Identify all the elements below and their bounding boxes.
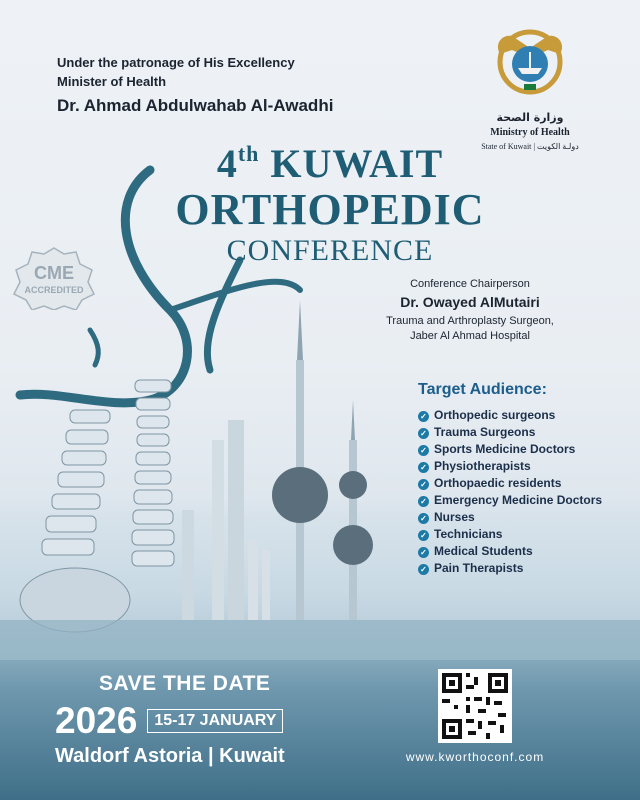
website-link[interactable]: www.kworthoconf.com bbox=[405, 750, 545, 764]
audience-item-label: Orthopaedic residents bbox=[434, 476, 562, 490]
event-dates: 15-17 JANUARY bbox=[147, 709, 283, 733]
audience-item-label: Orthopedic surgeons bbox=[434, 408, 556, 422]
badge-line1: CME bbox=[34, 263, 74, 283]
audience-item bbox=[418, 424, 602, 441]
target-audience-heading: Target Audience: bbox=[418, 381, 547, 398]
date-row bbox=[55, 700, 285, 742]
check-icon: ✓ bbox=[418, 462, 429, 473]
audience-item-label: Pain Therapists bbox=[434, 561, 524, 575]
chair-desc2: Jaber Al Ahmad Hospital bbox=[410, 330, 530, 342]
chair-role: Conference Chairperson bbox=[410, 278, 530, 290]
audience-item bbox=[418, 560, 602, 577]
chairperson-block bbox=[370, 278, 570, 344]
qr-code[interactable] bbox=[438, 669, 512, 743]
chair-desc1: Trauma and Arthroplasty Surgeon, bbox=[386, 315, 554, 327]
title-number: 4 bbox=[216, 141, 238, 186]
check-icon: ✓ bbox=[418, 530, 429, 541]
audience-item bbox=[418, 407, 602, 424]
save-the-date: SAVE THE DATE bbox=[99, 672, 271, 695]
audience-item bbox=[418, 543, 602, 560]
audience-item-label: Trauma Surgeons bbox=[434, 425, 536, 439]
audience-item bbox=[418, 458, 602, 475]
ministry-state: State of Kuwait | دولـة الكويت bbox=[481, 142, 579, 151]
target-audience bbox=[418, 381, 602, 577]
patronage-block bbox=[57, 53, 333, 119]
badge-line2: ACCREDITED bbox=[24, 285, 84, 295]
patronage-line1: Under the patronage of His Excellency bbox=[57, 55, 295, 70]
title-line2: ORTHOPEDIC bbox=[175, 185, 485, 234]
title-ordinal: th bbox=[237, 141, 260, 166]
ministry-name: Ministry of Health bbox=[490, 127, 570, 138]
audience-item-label: Emergency Medicine Doctors bbox=[434, 493, 603, 507]
check-icon: ✓ bbox=[418, 496, 429, 507]
check-icon: ✓ bbox=[418, 479, 429, 490]
patron-name: Dr. Ahmad Abdulwahab Al-Awadhi bbox=[57, 96, 334, 115]
conference-title bbox=[150, 132, 510, 268]
audience-item bbox=[418, 492, 602, 509]
audience-item bbox=[418, 526, 602, 543]
event-year: 2026 bbox=[55, 700, 138, 741]
audience-item-label: Sports Medicine Doctors bbox=[434, 442, 576, 456]
kuwait-emblem-icon bbox=[492, 24, 568, 100]
check-icon: ✓ bbox=[418, 513, 429, 524]
title-line3: CONFERENCE bbox=[226, 234, 434, 267]
audience-item-label: Physiotherapists bbox=[434, 459, 531, 473]
audience-item-label: Medical Students bbox=[434, 544, 533, 558]
audience-item bbox=[418, 475, 602, 492]
audience-list bbox=[418, 407, 602, 577]
check-icon: ✓ bbox=[418, 428, 429, 439]
ministry-arabic-name: وزارة الصحة bbox=[496, 111, 564, 124]
audience-item-label: Technicians bbox=[434, 527, 503, 541]
check-icon: ✓ bbox=[418, 411, 429, 422]
cme-accredited-badge bbox=[12, 246, 96, 310]
patronage-line2: Minister of Health bbox=[57, 74, 167, 89]
check-icon: ✓ bbox=[418, 445, 429, 456]
check-icon: ✓ bbox=[418, 564, 429, 575]
audience-item-label: Nurses bbox=[434, 510, 475, 524]
event-venue: Waldorf Astoria | Kuwait bbox=[55, 745, 285, 767]
audience-item bbox=[418, 509, 602, 526]
chair-name: Dr. Owayed AlMutairi bbox=[400, 294, 540, 310]
title-line1 bbox=[150, 132, 510, 186]
audience-item bbox=[418, 441, 602, 458]
event-info bbox=[55, 672, 285, 768]
title-kuwait: KUWAIT bbox=[270, 141, 444, 186]
check-icon: ✓ bbox=[418, 547, 429, 558]
